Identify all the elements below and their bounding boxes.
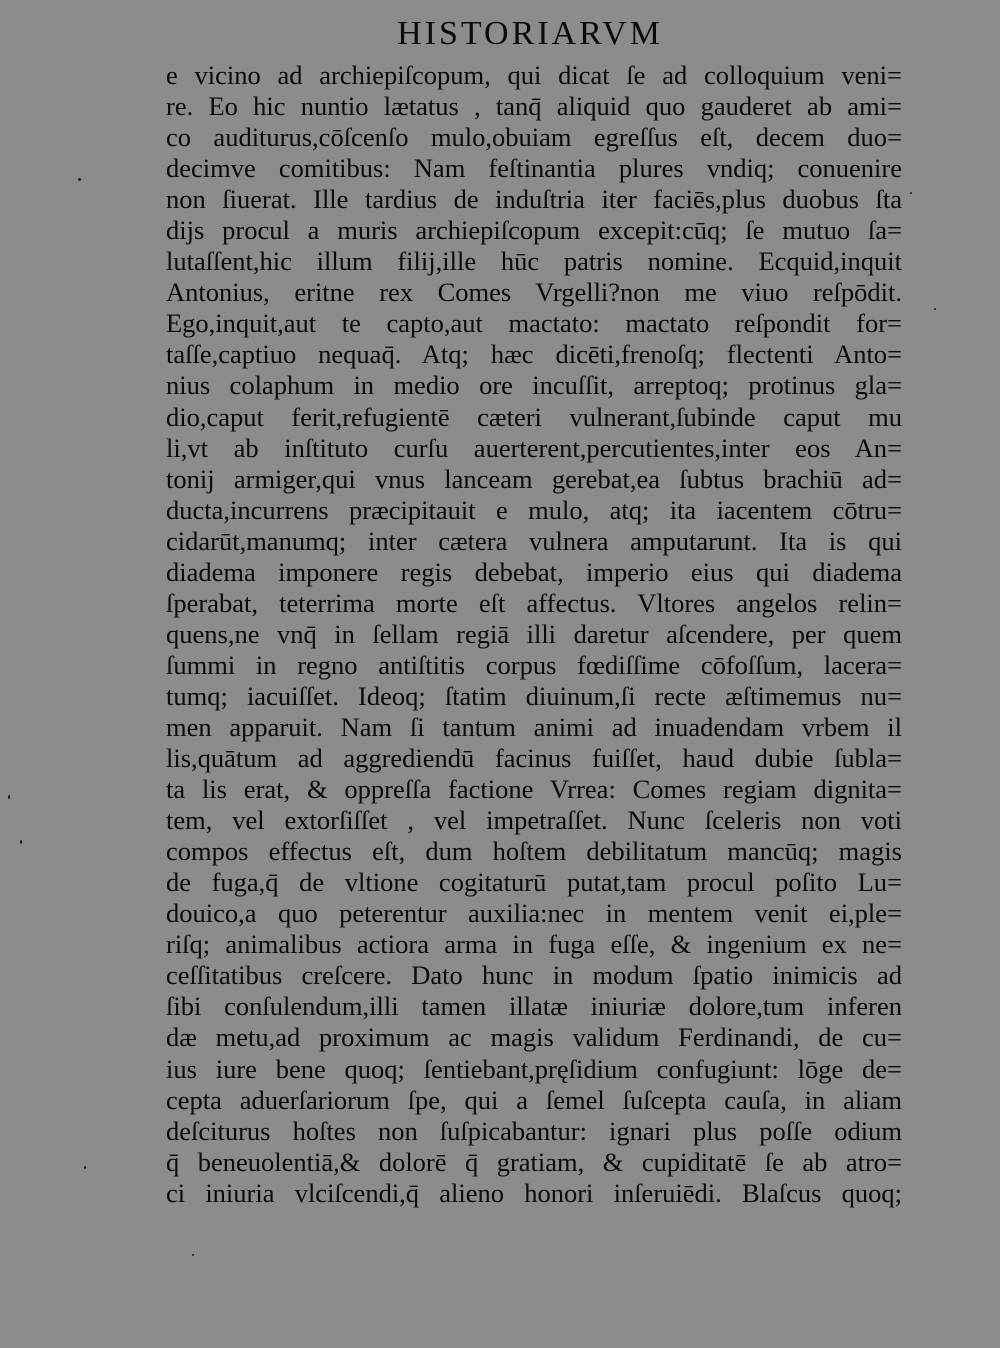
- scan-speck: [84, 1166, 86, 1169]
- text-line: men apparuit. Nam ſi tantum animi ad inuadendam vrbem il: [166, 711, 902, 742]
- scan-speck: [78, 178, 81, 181]
- text-line: nius colaphum in medio ore incuſſit, arreptoq; protinus gla=: [166, 370, 902, 401]
- running-head: HISTORIARVM: [397, 15, 663, 52]
- scan-speck: [20, 840, 22, 844]
- text-line: ci iniuria vlciſcendi,q̄ alieno honori inſeruiēdi. Blaſcus quoq;: [166, 1177, 902, 1208]
- text-line: ta lis erat, & oppreſſa factione Vrrea: Comes regiam dignita=: [166, 774, 902, 805]
- text-line: q̄ beneuolentiā,& dolorē q̄ gratiam, & cupiditatē ſe ab atro=: [166, 1146, 902, 1177]
- text-line: cidarūt,manumq; inter cætera vulnera amputarunt. Ita is qui: [166, 525, 902, 556]
- text-line: ſperabat, teterrima morte eſt affectus. Vltores angelos relin=: [166, 587, 902, 618]
- text-line: cepta aduerſariorum ſpe, qui a ſemel ſuſcepta cauſa, in aliam: [166, 1084, 902, 1115]
- text-line: ceſſitatibus creſcere. Dato hunc in modum ſpatio inimicis ad: [166, 960, 902, 991]
- text-line: Antonius, eritne rex Comes Vrgelli?non me viuo reſpōdit.: [166, 277, 902, 308]
- text-line: li,vt ab inſtituto curſu auerterent,percutientes,inter eos An=: [166, 432, 902, 463]
- text-line: ius iure bene quoq; ſentiebant,pręſidium confugiunt: lōge de=: [166, 1053, 902, 1084]
- text-line: de fuga,q̄ de vltione cogitaturū putat,tam procul poſito Lu=: [166, 867, 902, 898]
- text-line: dijs procul a muris archiepiſcopum excepit:cūq; ſe mutuo ſa=: [166, 215, 902, 246]
- text-line: dio,caput ferit,refugientē cæteri vulnerant,ſubinde caput mu: [166, 401, 902, 432]
- scan-speck: [192, 1254, 194, 1256]
- scan-speck: [8, 795, 10, 799]
- text-line: ſummi in regno antiſtitis corpus fœdiſſime cōfoſſum, lacera=: [166, 649, 902, 680]
- text-line: non ſiuerat. Ille tardius de induſtria iter faciēs,plus duobus ſta: [166, 184, 902, 215]
- body-text: [166, 60, 902, 1209]
- text-line: decimve comitibus: Nam feſtinantia plures vndiq; conuenire: [166, 153, 902, 184]
- text-line: dæ metu,ad proximum ac magis validum Ferdinandi, de cu=: [166, 1022, 902, 1053]
- scan-speck: [910, 192, 912, 194]
- scan-speck: [934, 308, 936, 310]
- text-line: lis,quātum ad aggrediendū facinus fuiſſet, haud dubie ſubla=: [166, 743, 902, 774]
- text-line: e vicino ad archiepiſcopum, qui dicat ſe ad colloquium veni=: [166, 60, 902, 90]
- text-line: douico,a quo peterentur auxilia:nec in mentem venit ei,ple=: [166, 898, 902, 929]
- text-line: compos effectus eſt, dum hoſtem debilitatum mancūq; magis: [166, 836, 902, 867]
- text-line: ſibi conſulendum,illi tamen illatæ iniuriæ dolore,tum inferen: [166, 991, 902, 1022]
- text-line: quens,ne vnq̄ in ſellam regiā illi daretur aſcendere, per quem: [166, 618, 902, 649]
- text-line: co auditurus,cōſcenſo mulo,obuiam egreſſus eſt, decem duo=: [166, 122, 902, 153]
- text-line: lutaſſent,hic illum filij,ille hūc patris nomine. Ecquid,inquit: [166, 246, 902, 277]
- text-line: deſciturus hoſtes non ſuſpicabantur: ignari plus poſſe odium: [166, 1115, 902, 1146]
- text-line: riſq; animalibus actiora arma in fuga eſſe, & ingenium ex ne=: [166, 929, 902, 960]
- text-line: tem, vel extorſiſſet , vel impetraſſet. Nunc ſceleris non voti: [166, 805, 902, 836]
- text-line: tonij armiger,qui vnus lanceam gerebat,ea ſubtus brachiū ad=: [166, 463, 902, 494]
- text-line: diadema imponere regis debebat, imperio eius qui diadema: [166, 556, 902, 587]
- text-line: tumq; iacuiſſet. Ideoq; ſtatim diuinum,ſi recte æſtimemus nu=: [166, 680, 902, 711]
- text-line: ducta,incurrens præcipitauit e mulo, atq; ita iacentem cōtru=: [166, 494, 902, 525]
- text-line: Ego,inquit,aut te capto,aut mactato: mactato reſpondit for=: [166, 308, 902, 339]
- text-line: taſſe,captiuo nequaq̄. Atq; hæc dicēti,frenoſq; flectenti Anto=: [166, 339, 902, 370]
- text-line: re. Eo hic nuntio lætatus , tanq̄ aliquid quo gauderet ab ami=: [166, 91, 902, 122]
